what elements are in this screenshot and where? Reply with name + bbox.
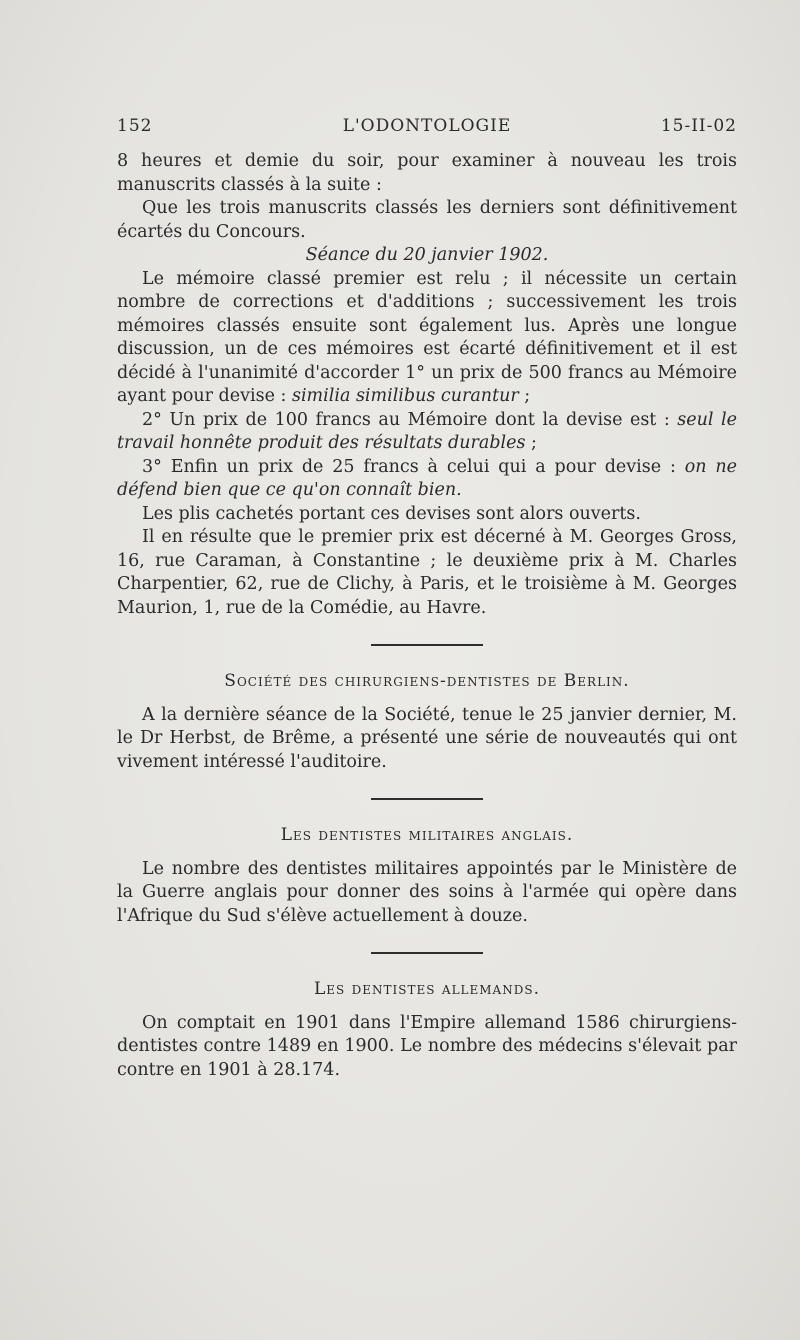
paragraph-anglais: Le nombre des dentistes militaires appointés par le Ministère de la Guerre anglais pour donner des soins à l'armée qui opère dans l'Afrique du Sud s'élève actuellement à douze. bbox=[117, 858, 737, 926]
paragraph-plis: Les plis cachetés portant ces devises sont alors ouverts. bbox=[142, 503, 641, 524]
section-divider bbox=[371, 644, 483, 646]
paragraph-memoire bbox=[117, 268, 737, 409]
section-divider bbox=[371, 798, 483, 800]
devise-third: on ne défend bien que ce qu'on connaît bien. bbox=[117, 456, 737, 500]
section-divider bbox=[371, 952, 483, 954]
devise-first: similia similibus curantur bbox=[291, 386, 519, 406]
page-number: 152 bbox=[117, 116, 153, 136]
memoire-text: Le mémoire classé premier est relu ; il nécessite un certain nombre de corrections et d'additions ; successivement les trois mémoires classés ensuite sont également lus. Après une longue discussion, un de ces mémoires est écarté définitivement et il est décidé à l'unanimité d'accorder 1° un prix de 500 francs au Mémoire ayant pour devise : bbox=[117, 268, 737, 406]
section-title-anglais: Les dentistes militaires anglais. bbox=[280, 825, 574, 845]
issue-date: 15-II-02 bbox=[660, 116, 737, 136]
article-body bbox=[117, 150, 737, 1082]
punctuation: ; bbox=[525, 433, 537, 453]
section-title-berlin: Société des chirurgiens-dentistes de Berlin. bbox=[224, 671, 630, 691]
paragraph-third-prize bbox=[117, 456, 737, 503]
page-header bbox=[117, 116, 737, 142]
third-prize-text: 3° Enfin un prix de 25 francs à celui qui a pour devise : bbox=[142, 456, 685, 477]
section-title-allemands: Les dentistes allemands. bbox=[314, 979, 540, 999]
punctuation: ; bbox=[518, 386, 531, 406]
paragraph-continuation: 8 heures et demie du soir, pour examiner à nouveau les trois manuscrits classés à la suite : bbox=[117, 151, 737, 195]
paragraph-second-prize bbox=[117, 409, 737, 456]
paragraph-laureates: Il en résulte que le premier prix est décerné à M. Georges Gross, 16, rue Caraman, à Constantine ; le deuxième prix à M. Charles Charpentier, 62, rue de Clichy, à Paris, et le troisième à M. Georges Maurion, 1, rue de la Comédie, au Havre. bbox=[117, 527, 737, 618]
second-prize-text: 2° Un prix de 100 francs au Mémoire dont la devise est : bbox=[142, 409, 678, 430]
paragraph-allemands: On comptait en 1901 dans l'Empire allemand 1586 chirurgiens-dentistes contre 1489 en 1900. Le nombre des médecins s'élevait par contre en 1901 à 28.174. bbox=[117, 1012, 737, 1080]
paragraph-decision: Que les trois manuscrits classés les derniers sont définitivement écartés du Concours. bbox=[117, 198, 737, 242]
devise-second: seul le travail honnête produit des résultats durables bbox=[117, 409, 737, 453]
paragraph-berlin: A la dernière séance de la Société, tenue le 25 janvier dernier, M. le Dr Herbst, de Brême, a présenté une série de nouveautés qui ont vivement intéressé l'auditoire. bbox=[117, 704, 737, 772]
seance-heading: Séance du 20 janvier 1902. bbox=[305, 245, 549, 265]
journal-title: L'ODONTOLOGIE bbox=[342, 116, 512, 136]
